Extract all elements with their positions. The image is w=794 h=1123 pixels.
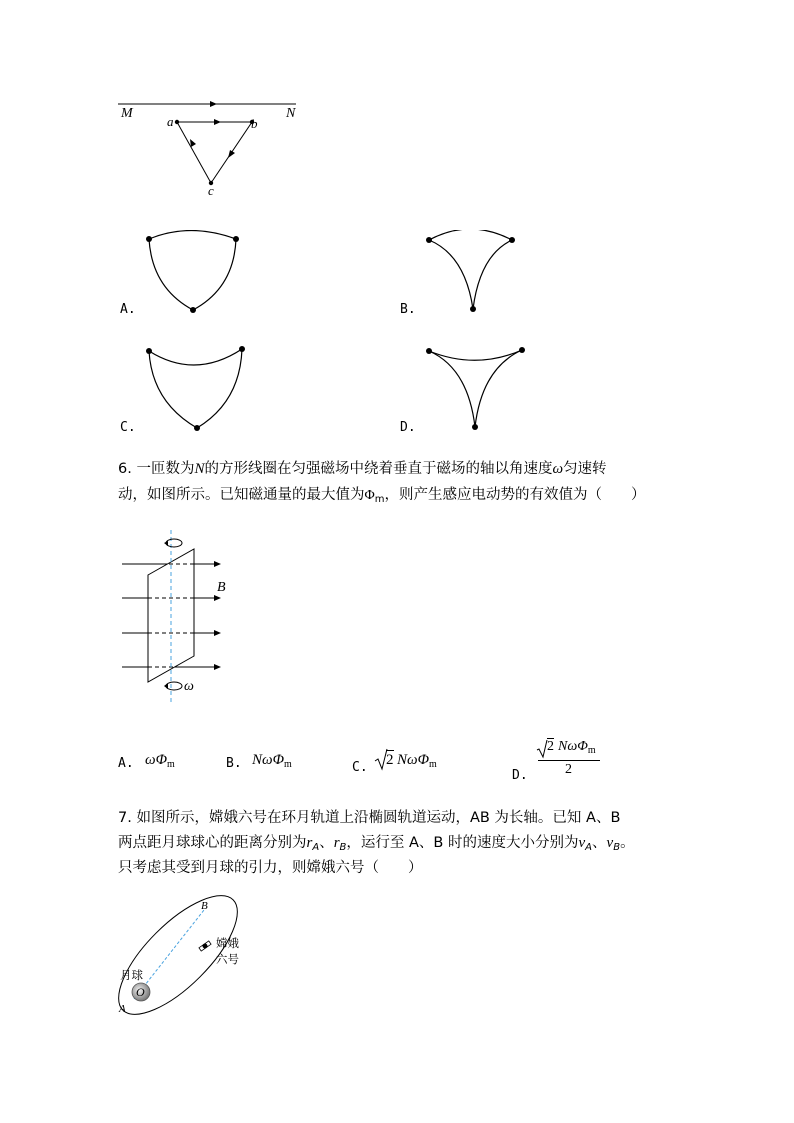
wire-arrow	[210, 101, 217, 107]
q6-option-b-expr: NωΦ$_m$	[252, 752, 292, 770]
q6-line-1: 6. 一匝数为N的方形线圈在匀强磁场中绕着垂直于磁场的轴以角速度ω匀速转	[118, 461, 607, 477]
point-a	[175, 120, 179, 124]
q7-line-2: 两点距月球球心的距离分别为$r_A$、$r_B$，运行至 A、B 时的速度大小分别为$v_A$、$v_B$。	[118, 835, 635, 853]
option-c-figure	[140, 340, 250, 435]
arrow-ca	[190, 139, 196, 147]
label-moon: 月球	[120, 968, 143, 982]
q6-option-a-label: A.	[118, 756, 134, 771]
q6-line-2: 动，如图所示。已知磁通量的最大值为$\Phi_m$，则产生感应电动势的有效值为（ ）	[118, 487, 646, 505]
label-a: a	[167, 114, 174, 129]
label-M: M	[121, 106, 133, 121]
label-c: c	[208, 183, 214, 198]
side-ca	[177, 122, 211, 183]
arrow-ab	[214, 119, 221, 125]
label-omega: ω	[184, 679, 194, 694]
rotating-coil-figure	[118, 528, 238, 706]
label-orbit-A: A	[119, 1003, 126, 1015]
q6-option-c-label: C.	[352, 760, 368, 775]
label-moon-center: O	[136, 985, 145, 999]
q6-option-c-expr: 2	[386, 752, 394, 768]
q6-option-a-expr: $\omega\Phi_m$	[145, 752, 175, 770]
label-probe-1: 嫦娥	[216, 936, 239, 950]
q6-option-d-label: D.	[512, 768, 528, 783]
label-N: N	[286, 106, 296, 121]
option-b-label: B.	[400, 302, 416, 317]
label-orbit-B: B	[201, 900, 208, 912]
arrow-bc	[228, 150, 235, 158]
probe-icon	[199, 941, 212, 952]
option-b-figure	[420, 230, 530, 320]
option-a-label: A.	[120, 302, 136, 317]
option-d-label: D.	[400, 420, 416, 435]
label-b: b	[251, 116, 258, 131]
label-probe-2: 六号	[216, 952, 239, 966]
label-B-field: B	[217, 580, 226, 595]
q7-line-3: 只考虑其受到月球的引力，则嫦娥六号（ ）	[118, 860, 423, 876]
option-c-label: C.	[120, 420, 136, 435]
option-d-figure	[420, 340, 530, 435]
q6-option-b-label: B.	[226, 756, 242, 771]
option-a-figure	[140, 230, 250, 320]
q7-line-1: 7. 如图所示，嫦娥六号在环月轨道上沿椭圆轨道运动，AB 为长轴。已知 A、B	[118, 810, 621, 826]
